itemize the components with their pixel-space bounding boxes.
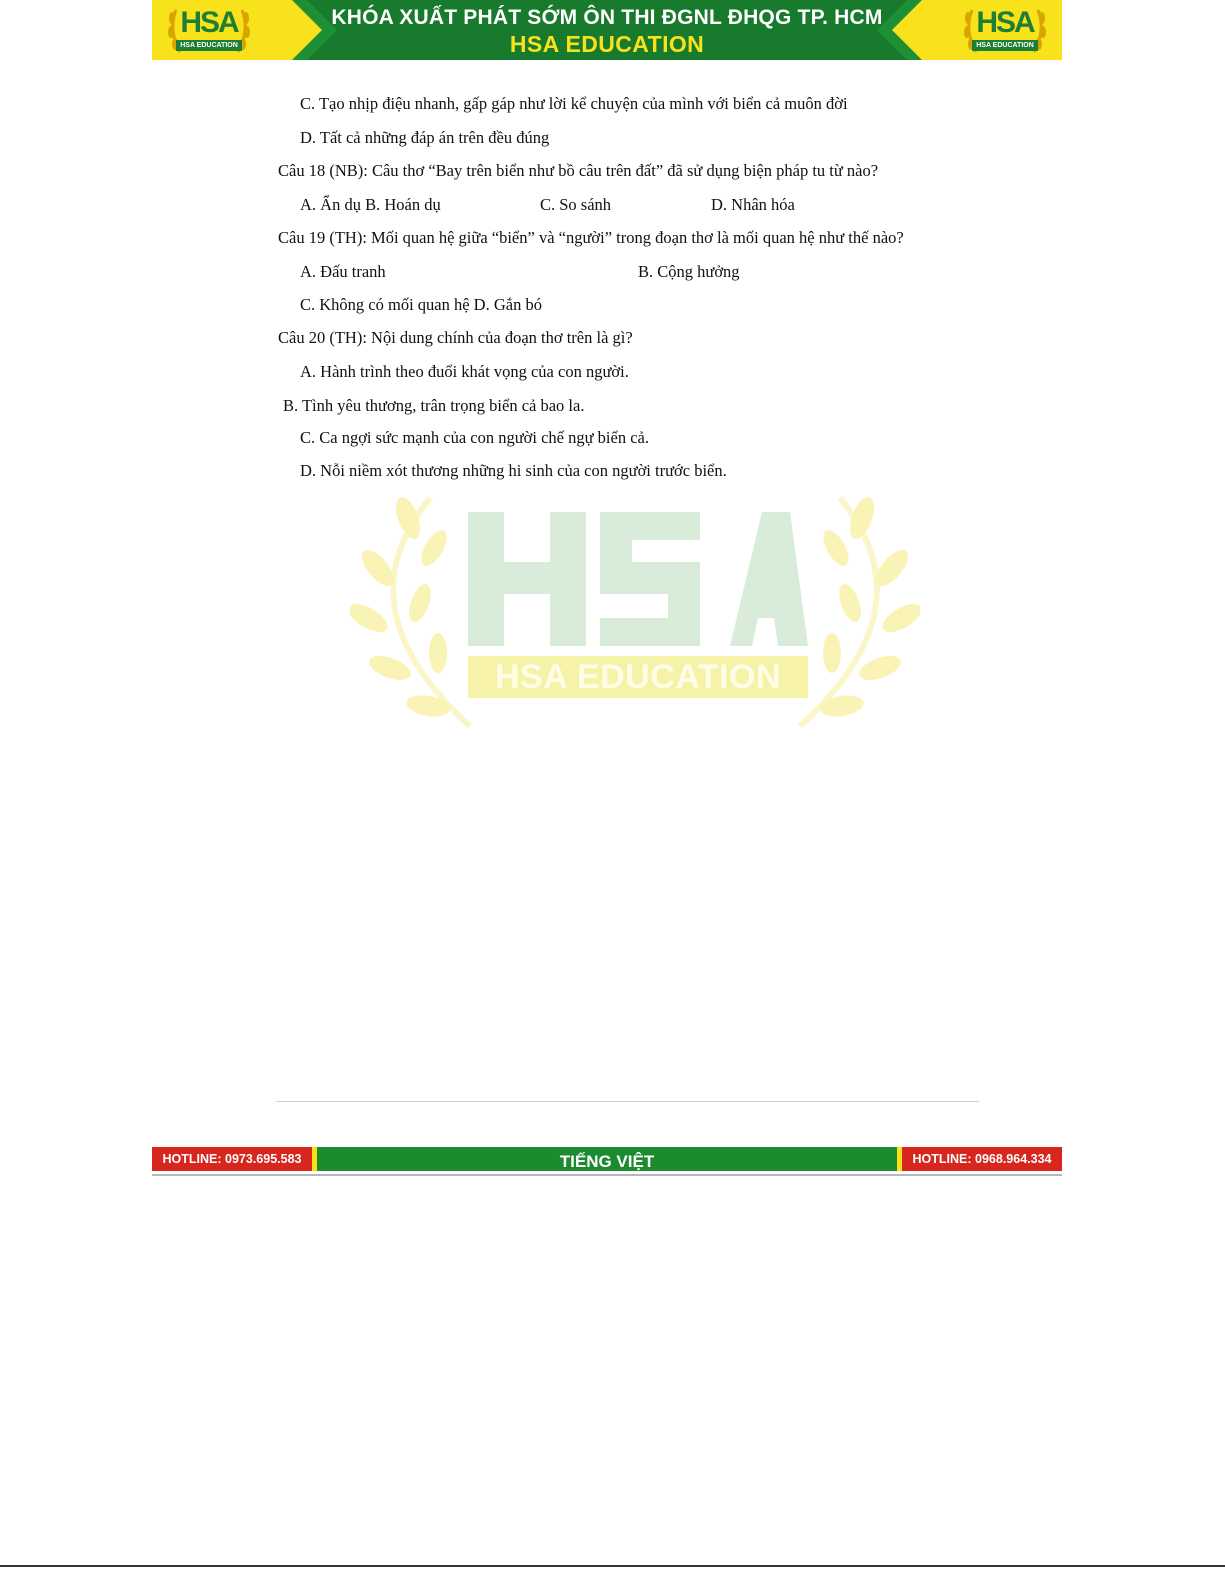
logo-caption: HSA EDUCATION [176, 40, 242, 51]
logo-letters: HSA [976, 6, 1034, 39]
q19-question: Câu 19 (TH): Mối quan hệ giữa “biển” và “người” trong đoạn thơ là mối quan hệ như thế nào? [278, 228, 904, 247]
logo-letters: HSA [180, 6, 238, 39]
header-banner [152, 0, 1062, 60]
page-bottom-border [0, 1565, 1225, 1567]
q19-option-b: B. Cộng hưởng [638, 262, 740, 281]
q18-option-d: D. Nhân hóa [711, 195, 795, 214]
q17-option-d: D. Tất cả những đáp án trên đều đúng [300, 128, 550, 147]
banner-subtitle: HSA EDUCATION [509, 31, 705, 57]
q20-option-d: D. Nỗi niềm xót thương những hi sinh của con người trước biển. [300, 461, 727, 480]
logo-caption: HSA EDUCATION [972, 40, 1038, 51]
q20-question: Câu 20 (TH): Nội dung chính của đoạn thơ trên là gì? [278, 328, 633, 347]
banner-title: KHÓA XUẤT PHÁT SỚM ÔN THI ĐGNL ĐHQG TP. HCM [331, 6, 883, 29]
q20-option-c: C. Ca ngợi sức mạnh của con người chế ngự biển cả. [300, 428, 649, 447]
q19-option-a: A. Đấu tranh [300, 262, 386, 281]
hsa-logo-left [166, 4, 252, 56]
q18-question: Câu 18 (NB): Câu thơ “Bay trên biển như bồ câu trên đất” đã sử dụng biện pháp tu từ nào? [278, 161, 879, 180]
subject-title: TIẾNG VIỆT [559, 1152, 655, 1171]
watermark-caption: HSA EDUCATION [468, 656, 808, 698]
hotline-right: HOTLINE: 0968.964.334 [897, 1147, 1062, 1171]
q18-options-a-b: A. Ẩn dụ B. Hoán dụ [300, 195, 441, 214]
q20-option-b: B. Tình yêu thương, trân trọng biển cả bao la. [283, 396, 585, 415]
q20-option-a: A. Hành trình theo đuổi khát vọng của con người. [300, 362, 629, 381]
footer-divider [276, 1101, 979, 1102]
hotline-left: HOTLINE: 0973.695.583 [152, 1147, 317, 1171]
q19-options-c-d: C. Không có mối quan hệ D. Gắn bó [300, 295, 542, 314]
q18-option-c: C. So sánh [540, 195, 612, 214]
footer-underline [152, 1174, 1062, 1176]
q17-option-c: C. Tạo nhịp điệu nhanh, gấp gáp như lời kể chuyện của mình với biển cả muôn đời [300, 94, 848, 113]
hsa-watermark [350, 478, 920, 733]
footer-banner [152, 1147, 1062, 1171]
hsa-logo-right [962, 4, 1048, 56]
